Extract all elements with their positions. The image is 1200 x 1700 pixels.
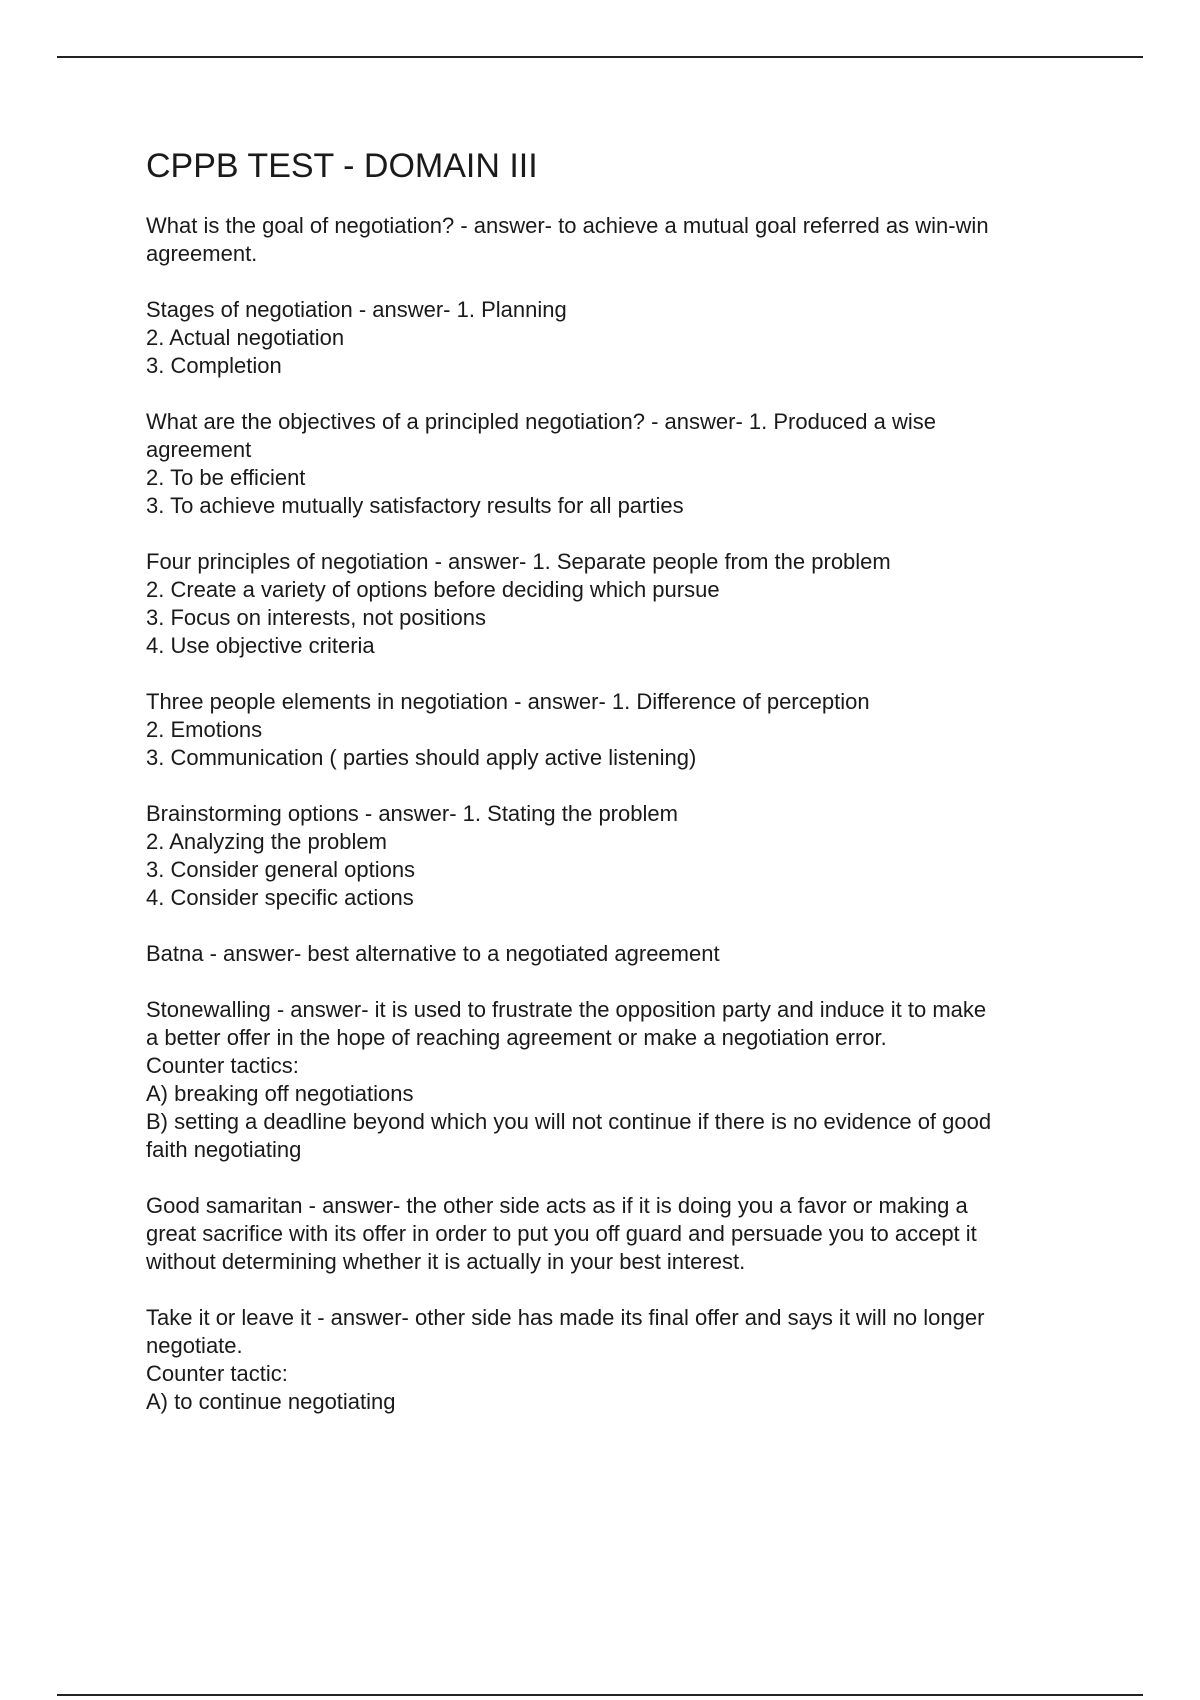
page-title: CPPB TEST - DOMAIN III (146, 147, 538, 185)
qa-answer-line: agreement (146, 437, 252, 462)
qa-question-line: Batna - answer- best alternative to a negotiated agreement (146, 941, 720, 966)
qa-entry (146, 1304, 1086, 1416)
qa-answer-line: 3. Focus on interests, not positions (146, 605, 486, 630)
qa-answer-line: 2. To be efficient (146, 465, 306, 490)
qa-answer-line: Counter tactics: (146, 1053, 299, 1078)
qa-question-line: Three people elements in negotiation - answer- 1. Difference of perception (146, 689, 870, 714)
qa-answer-line: 2. Analyzing the problem (146, 829, 387, 854)
qa-question-line: Good samaritan - answer- the other side acts as if it is doing you a favor or making a (146, 1193, 968, 1218)
qa-answer-line: a better offer in the hope of reaching agreement or make a negotiation error. (146, 1025, 887, 1050)
qa-answer-line: 3. Communication ( parties should apply active listening) (146, 745, 697, 770)
qa-question-line: Four principles of negotiation - answer- 1. Separate people from the problem (146, 549, 891, 574)
qa-entry (146, 296, 1086, 380)
qa-entry (146, 996, 1086, 1164)
qa-answer-line: 4. Use objective criteria (146, 633, 375, 658)
document-body (146, 146, 1086, 1444)
qa-answer-line: A) to continue negotiating (146, 1389, 396, 1414)
qa-question-line: What are the objectives of a principled negotiation? - answer- 1. Produced a wise (146, 409, 936, 434)
qa-answer-line: 2. Create a variety of options before deciding which pursue (146, 577, 720, 602)
header-rule (57, 56, 1143, 58)
qa-entry (146, 408, 1086, 520)
qa-entry (146, 212, 1086, 268)
qa-answer-line: without determining whether it is actually in your best interest. (146, 1249, 746, 1274)
qa-answer-line: B) setting a deadline beyond which you will not continue if there is no evidence of good (146, 1109, 992, 1134)
qa-question-line: Brainstorming options - answer- 1. Stating the problem (146, 801, 678, 826)
qa-entry (146, 548, 1086, 660)
qa-entry (146, 1192, 1086, 1276)
qa-answer-line: 2. Emotions (146, 717, 263, 742)
qa-entry (146, 688, 1086, 772)
qa-answer-line: A) breaking off negotiations (146, 1081, 414, 1106)
qa-answer-line: 3. To achieve mutually satisfactory results for all parties (146, 493, 684, 518)
qa-answer-line: agreement. (146, 241, 258, 266)
qa-answer-line: 2. Actual negotiation (146, 325, 345, 350)
qa-answer-line: 3. Completion (146, 353, 282, 378)
qa-question-line: Stages of negotiation - answer- 1. Planning (146, 297, 567, 322)
qa-answer-line: 4. Consider specific actions (146, 885, 414, 910)
qa-answer-line: great sacrifice with its offer in order to put you off guard and persuade you to accept it (146, 1221, 977, 1246)
qa-entry (146, 940, 1086, 968)
qa-question-line: What is the goal of negotiation? - answer- to achieve a mutual goal referred as win-win (146, 213, 989, 238)
qa-answer-line: 3. Consider general options (146, 857, 416, 882)
qa-answer-line: negotiate. (146, 1333, 243, 1358)
qa-answer-line: Counter tactic: (146, 1361, 288, 1386)
qa-answer-line: faith negotiating (146, 1137, 302, 1162)
qa-question-line: Take it or leave it - answer- other side has made its final offer and says it will no longer (146, 1305, 985, 1330)
footer-rule (57, 1694, 1143, 1696)
qa-entry (146, 800, 1086, 912)
qa-list (146, 212, 1086, 1416)
qa-question-line: Stonewalling - answer- it is used to frustrate the opposition party and induce it to make (146, 997, 987, 1022)
